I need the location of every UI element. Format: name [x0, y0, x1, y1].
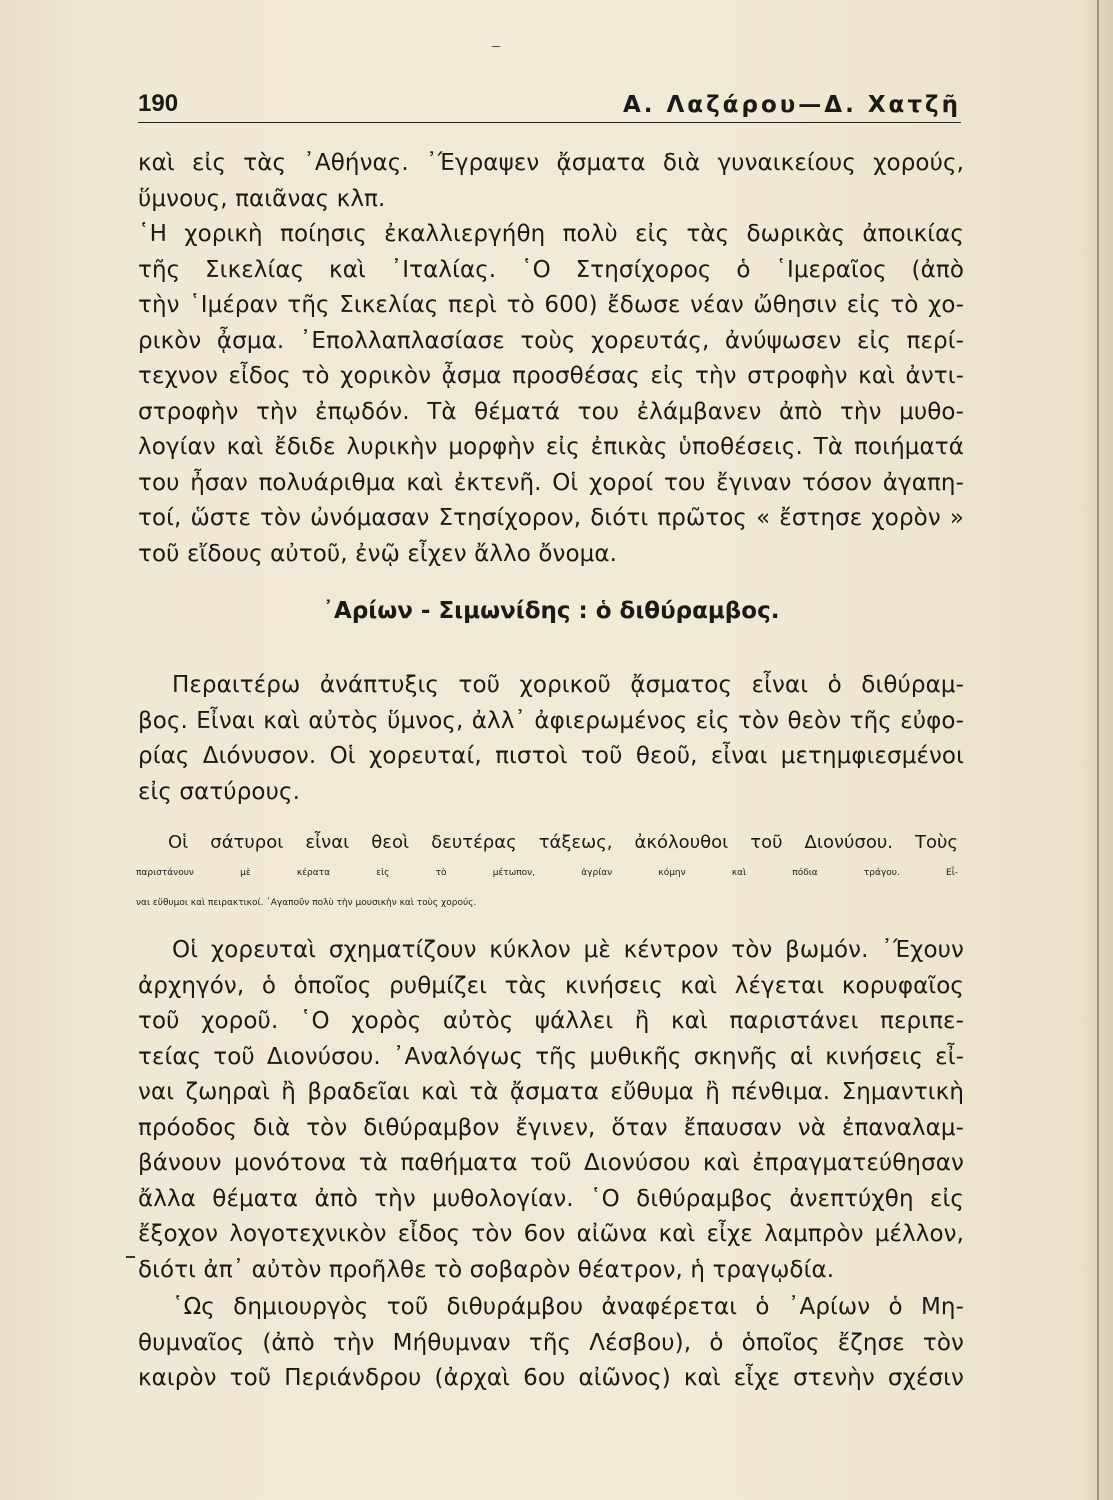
note-line: ναι εὔθυμοι καὶ πειρακτικοί. ᾽Αγαποῦν πολὺ τὴν μουσικὴν καὶ τοὺς χορούς.	[136, 898, 477, 908]
page-header	[138, 88, 961, 123]
text-line: τείας τοῦ Διονύσου. ᾽Αναλόγως τῆς μυθικῆς σκηνῆς αἱ κινήσεις εἶ-	[138, 1043, 964, 1070]
text-line: του ἦσαν πολυάριθμα καὶ ἐκτενῆ. Οἱ χοροί του ἔγιναν τόσον ἀγαπη-	[138, 469, 964, 496]
text-line: λογίαν καὶ ἔδιδε λυρικὴν μορφὴν εἰς ἐπικὰς ὑποθέσεις. Τὰ ποιήματά	[138, 434, 964, 460]
paragraph-2	[138, 217, 964, 572]
text-line: ἄλλα θέματα ἀπὸ τὴν μυθολογίαν. ῾Ο διθύραμβος ἀνεπτύχθη εἰς	[138, 1185, 964, 1212]
text-line: ὕμνους, παιᾶνας κλπ.	[138, 185, 386, 212]
paragraph-1	[138, 146, 964, 217]
print-mark	[492, 46, 500, 47]
text-line: Περαιτέρω ἀνάπτυξις τοῦ χορικοῦ ᾄσματος εἶναι ὁ διθύραμ-	[172, 672, 964, 698]
text-line: τὴν ῾Ιμέραν τῆς Σικελίας περὶ τὸ 600) ἔδωσε νέαν ὤθησιν εἰς τὸ χο-	[138, 292, 964, 318]
side-note	[136, 828, 958, 918]
text-line: τοῦ χοροῦ. ῾Ο χορὸς αὐτὸς ψάλλει ἢ καὶ παριστάνει περιπε-	[138, 1008, 964, 1034]
paragraph-3	[138, 668, 964, 810]
text-line: τοί, ὥστε τὸν ὠνόμασαν Στησίχορον, διότι πρῶτος « ἔστησε χορὸν »	[138, 505, 964, 531]
note-line: παριστάνουν μὲ κέρατα εἰς τὸ μέτωπον, ἀγρίαν κόμην καὶ πόδια τράγου. Εἶ-	[136, 868, 958, 878]
text-line: ἔξοχον λογοτεχνικὸν εἶδος τὸν 6ον αἰῶνα καὶ εἶχε λαμπρὸν μέλλον,	[138, 1221, 964, 1247]
paragraph-4	[138, 933, 964, 1288]
text-line: ναι ζωηραὶ ἢ βραδεῖαι καὶ τὰ ᾄσματα εὔθυμα ἢ πένθιμα. Σημαντικὴ	[138, 1079, 964, 1105]
section-heading: ᾽Αρίων - Σιμωνίδης : ὁ διθύραμβος.	[322, 598, 780, 624]
text-line: καὶ εἰς τὰς ᾽Αθήνας. ᾽Έγραψεν ᾄσματα διὰ γυναικείους χορούς,	[138, 150, 964, 176]
text-line: καιρὸν τοῦ Περιάνδρου (ἀρχαὶ 6ου αἰῶνος) καὶ εἶχε στενὴν σχέσιν	[138, 1365, 964, 1391]
text-line: βος. Εἶναι καὶ αὐτὸς ὕμνος, ἀλλ᾽ ἀφιερωμένος εἰς τὸν θεὸν τῆς εὐφο-	[138, 707, 964, 734]
text-line: πρόοδος διὰ τὸν διθύραμβον ἔγινεν, ὅταν ἔπαυσαν νὰ ἐπαναλαμ-	[138, 1114, 964, 1141]
text-line: στροφὴν τὴν ἐπῳδόν. Τὰ θέματά του ἐλάμβανεν ἀπὸ τὴν μυθο-	[138, 398, 964, 425]
text-line: ῾Η χορικὴ ποίησις ἐκαλλιεργήθη πολὺ εἰς τὰς δωρικὰς ἀποικίας	[138, 221, 964, 247]
text-line: Οἱ χορευταὶ σχηματίζουν κύκλον μὲ κέντρον τὸν βωμόν. ᾽Έχουν	[172, 937, 964, 963]
text-line: ρικὸν ᾆσμα. ᾽Επολλαπλασίασε τοὺς χορευτάς, ἀνύψωσεν εἰς περί-	[138, 327, 964, 354]
text-line: βάνουν μονότονα τὰ παθήματα τοῦ Διονύσου καὶ ἐπραγματεύθησαν	[138, 1150, 964, 1176]
text-line: ῾Ως δημιουργὸς τοῦ διθυράμβου ἀναφέρεται ὁ ᾽Αρίων ὁ Μη-	[172, 1294, 964, 1320]
text-line: διότι ἀπ᾽ αὐτὸν προῆλθε τὸ σοβαρὸν θέατρον, ἡ τραγῳδία.	[138, 1256, 835, 1283]
text-line: τεχνον εἶδος τὸ χορικὸν ᾆσμα προσθέσας εἰς τὴν στροφὴν καὶ ἀντι-	[138, 363, 964, 389]
page-edge-line	[1097, 0, 1099, 1500]
text-line: τῆς Σικελίας καὶ ᾽Ιταλίας. ῾Ο Στησίχορος ὁ ῾Ιμεραῖος (ἀπὸ	[138, 256, 964, 283]
page-number: 190	[138, 90, 179, 117]
text-line: ἀρχηγόν, ὁ ὁποῖος ρυθμίζει τὰς κινήσεις καὶ λέγεται κορυφαῖος	[138, 972, 964, 999]
text-line: ρίας Διόνυσον. Οἱ χορευταί, πιστοὶ τοῦ θεοῦ, εἶναι μετημφιεσμένοι	[138, 743, 964, 769]
text-line: θυμναῖος (ἀπὸ τὴν Μήθυμναν τῆς Λέσβου), ὁ ὁποῖος ἔζησε τὸν	[138, 1329, 964, 1356]
text-line: εἰς σατύρους.	[138, 778, 301, 805]
paragraph-5	[138, 1290, 964, 1397]
margin-dash	[126, 1256, 135, 1258]
note-line: Οἱ σάτυροι εἶναι θεοὶ δευτέρας τάξεως, ἀκόλουθοι τοῦ Διονύσου. Τοὺς	[168, 832, 958, 853]
running-head: Α. Λαζάρου—Δ. Χατζῆ	[622, 92, 961, 118]
text-line: τοῦ εἴδους αὐτοῦ, ἐνῷ εἶχεν ἄλλο ὄνομα.	[138, 540, 618, 567]
